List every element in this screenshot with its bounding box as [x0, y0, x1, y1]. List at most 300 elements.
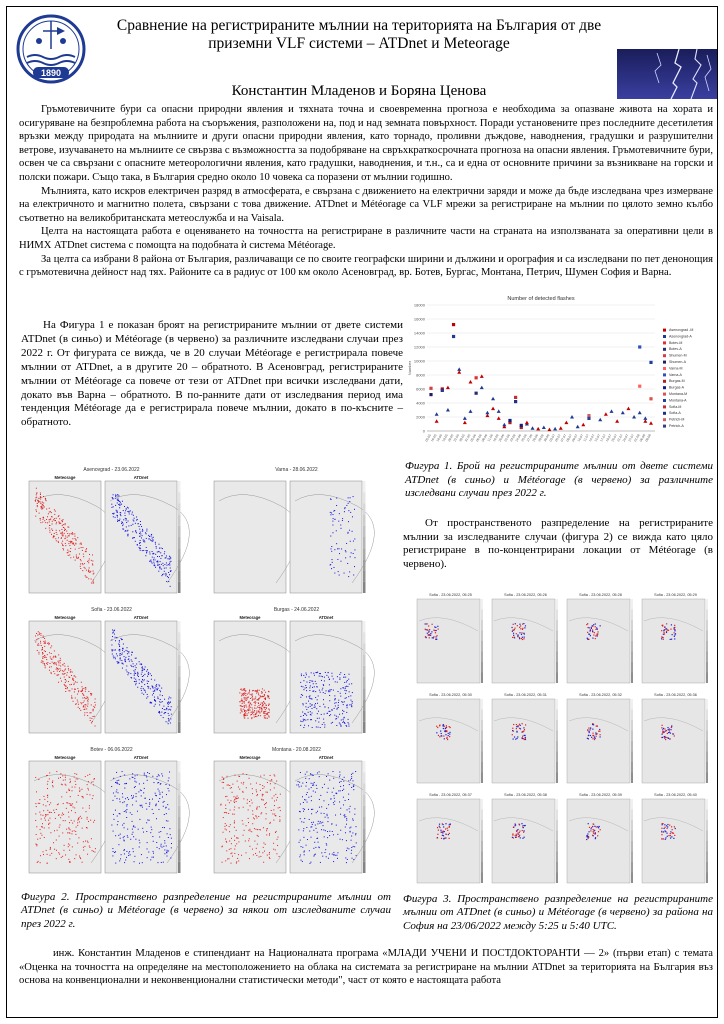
figure2-colorbar: [178, 621, 181, 632]
figure3-flash: [448, 834, 449, 835]
figure2-flash: [38, 861, 39, 862]
figure2-colorbar: [363, 761, 366, 772]
figure2-flash: [337, 548, 338, 549]
figure2-flash: [152, 799, 153, 800]
figure2-flash: [154, 706, 155, 707]
figure2-flash: [311, 796, 312, 797]
figure3-flash: [595, 832, 596, 833]
figure2-flash: [336, 530, 337, 531]
figure3-colorbar: [631, 752, 633, 763]
figure2-flash: [70, 803, 71, 804]
figure2-flash: [234, 802, 235, 803]
figure2-flash: [41, 818, 42, 819]
figure2-flash: [77, 688, 78, 689]
figure2-flash: [124, 836, 125, 837]
figure2-flash: [124, 853, 125, 854]
figure2-colorbar: [178, 722, 181, 733]
figure2-flash: [329, 700, 330, 701]
figure2-flash: [64, 685, 65, 686]
figure2-flash: [128, 799, 129, 800]
figure2-flash: [91, 838, 92, 839]
figure3-flash: [662, 625, 663, 626]
figure2-panel-title: Burgas - 24.06.2022: [273, 607, 320, 613]
figure2-flash: [67, 540, 68, 541]
figure3-flash: [519, 627, 520, 628]
figure2-flash: [59, 518, 60, 519]
figure2-flash: [224, 812, 225, 813]
figure2-flash: [118, 780, 119, 781]
figure2-flash: [158, 712, 159, 713]
figure2-flash: [68, 527, 69, 528]
figure2-flash: [129, 513, 130, 514]
figure3-flash: [516, 728, 517, 729]
figure2-flash: [247, 709, 248, 710]
legend-label: Burgas-A: [669, 385, 684, 390]
figure3-flash: [674, 835, 675, 836]
figure3-flash: [513, 635, 514, 636]
figure2-flash: [152, 809, 153, 810]
figure2-flash: [331, 673, 332, 674]
figure2-flash: [169, 709, 170, 710]
figure2-flash: [306, 696, 307, 697]
figure2-flash: [243, 807, 244, 808]
figure3-flash: [520, 625, 521, 626]
figure2-flash: [155, 704, 156, 705]
figure2-flash: [146, 552, 147, 553]
figure2-flash: [167, 576, 168, 577]
figure2-flash: [249, 702, 250, 703]
figure2-flash: [89, 847, 90, 848]
figure3-caption: Фигура 3. Пространствено разпределение на регистрираните мълнии от ATDnet (в синьо) и Météorage (в червено) за района на София на 23/06/2022 между 5:25 и 5:40 UTC.: [403, 893, 713, 932]
figure2-flash: [137, 673, 138, 674]
figure2-flash: [64, 530, 65, 531]
figure2-flash: [347, 680, 348, 681]
figure2-flash: [135, 673, 136, 674]
figure3-flash: [667, 737, 668, 738]
figure2-flash: [306, 827, 307, 828]
figure2-flash: [244, 715, 245, 716]
figure2-flash: [310, 714, 311, 715]
figure2-flash: [307, 792, 308, 793]
figure3-panel: [492, 593, 558, 683]
figure2-flash: [320, 727, 321, 728]
figure2-flash: [340, 726, 341, 727]
figure2-flash: [166, 852, 167, 853]
figure2-flash: [47, 662, 48, 663]
figure2-flash: [350, 779, 351, 780]
figure2-flash: [41, 508, 42, 509]
figure3-flash: [512, 631, 513, 632]
figure2-flash: [126, 812, 127, 813]
figure2-flash: [159, 701, 160, 702]
figure3-flash: [666, 825, 667, 826]
nimh-logo: [13, 13, 93, 85]
figure2-flash: [241, 855, 242, 856]
figure2-flash: [232, 792, 233, 793]
figure2-flash: [133, 519, 134, 520]
figure2-flash: [166, 565, 167, 566]
figure3-colorbar: [556, 820, 558, 831]
figure2-flash: [303, 811, 304, 812]
figure2-flash: [245, 693, 246, 694]
figure2-flash: [119, 507, 120, 508]
figure3-flash: [597, 835, 598, 836]
figure2-flash: [323, 800, 324, 801]
figure2-flash: [349, 571, 350, 572]
figure3-flash: [673, 833, 674, 834]
figure2-flash: [351, 836, 352, 837]
figure2-flash: [305, 778, 306, 779]
figure2-flash: [129, 511, 130, 512]
figure2-flash: [223, 788, 224, 789]
figure2-flash: [143, 694, 144, 695]
figure2-flash: [88, 571, 89, 572]
figure3-colorbar: [706, 799, 708, 810]
figure2-flash: [331, 548, 332, 549]
figure2-flash: [86, 827, 87, 828]
figure3-flash: [668, 732, 669, 733]
figure3-flash: [666, 623, 667, 624]
figure2-flash: [49, 667, 50, 668]
figure2-flash: [62, 532, 63, 533]
figure2-flash: [166, 721, 167, 722]
figure2-flash: [301, 675, 302, 676]
figure2-flash: [317, 713, 318, 714]
figure3-flash: [525, 739, 526, 740]
figure2-colorbar: [178, 851, 181, 862]
figure2-flash: [119, 799, 120, 800]
figure2-flash: [336, 498, 337, 499]
figure2-flash: [74, 683, 75, 684]
x-tick-label: 27.07: [627, 433, 635, 443]
figure2-flash: [340, 839, 341, 840]
figure2-flash: [336, 725, 337, 726]
figure2-flash: [268, 708, 269, 709]
figure2-flash: [319, 690, 320, 691]
figure3-flash: [663, 831, 664, 832]
figure2-flash: [71, 820, 72, 821]
figure2-flash: [153, 537, 154, 538]
figure3-flash: [589, 731, 590, 732]
figure2-flash: [245, 695, 246, 696]
figure2-flash: [124, 506, 125, 507]
figure3-flash: [670, 639, 671, 640]
figure3-flash: [523, 727, 524, 728]
figure2-flash: [315, 681, 316, 682]
figure2-flash: [66, 681, 67, 682]
x-tick-label: 24.06: [514, 433, 523, 443]
figure2-flash: [117, 783, 118, 784]
figure3-map: [492, 799, 555, 883]
figure2-flash: [343, 677, 344, 678]
figure3-flash: [525, 737, 526, 738]
figure3-flash: [523, 825, 524, 826]
figure2-colorbar: [363, 699, 366, 710]
figure2-colorbar: [363, 828, 366, 839]
figure2-flash: [142, 682, 143, 683]
legend-label: Petrich-M: [669, 417, 685, 422]
figure2-flash: [319, 823, 320, 824]
figure2-flash: [125, 510, 126, 511]
figure3-colorbar: [556, 662, 558, 673]
figure2-flash: [330, 498, 331, 499]
figure2-flash: [93, 583, 94, 584]
figure2-flash: [139, 819, 140, 820]
figure2-flash: [345, 688, 346, 689]
figure3-colorbar: [631, 673, 633, 684]
figure3-flash: [674, 735, 675, 736]
figure2-flash: [142, 807, 143, 808]
figure2-flash: [142, 862, 143, 863]
figure2-flash: [157, 696, 158, 697]
figure2-flash: [85, 776, 86, 777]
figure2-flash: [74, 776, 75, 777]
figure3-flash: [522, 738, 523, 739]
figure2-flash: [74, 807, 75, 808]
figure2-flash: [316, 726, 317, 727]
figure2-flash: [339, 575, 340, 576]
figure2-flash: [38, 652, 39, 653]
figure2-flash: [120, 502, 121, 503]
figure2-flash: [137, 675, 138, 676]
figure2-flash: [344, 722, 345, 723]
figure2-flash: [35, 641, 36, 642]
figure2-flash: [331, 709, 332, 710]
figure2-flash: [265, 699, 266, 700]
x-tick-label: 16.05: [430, 433, 438, 443]
figure2-flash: [132, 834, 133, 835]
figure2-flash: [38, 500, 39, 501]
figure2-flash: [119, 646, 120, 647]
figure2-flash: [253, 714, 254, 715]
figure3-flash: [664, 827, 665, 828]
figure2-flash: [149, 820, 150, 821]
figure2-colorbar: [178, 503, 181, 514]
figure2-flash: [244, 690, 245, 691]
figure2-flash: [125, 859, 126, 860]
figure2-flash: [42, 507, 43, 508]
figure2-flash: [36, 844, 37, 845]
figure2-flash: [58, 542, 59, 543]
figure2-flash: [164, 801, 165, 802]
figure2-flash: [56, 664, 57, 665]
figure2-flash: [248, 840, 249, 841]
figure2-flash: [166, 820, 167, 821]
figure2-flash: [115, 835, 116, 836]
figure2-flash: [244, 697, 245, 698]
figure2-flash: [234, 827, 235, 828]
figure2-flash: [84, 715, 85, 716]
figure2-flash: [323, 684, 324, 685]
figure2-flash: [90, 820, 91, 821]
data-point: [587, 414, 590, 417]
figure2-flash: [79, 791, 80, 792]
figure2-flash: [220, 805, 221, 806]
figure2-flash: [255, 697, 256, 698]
legend-label: Shumen-A: [669, 360, 686, 364]
figure2-flash: [135, 684, 136, 685]
figure2-flash: [252, 802, 253, 803]
figure2-flash: [85, 551, 86, 552]
figure2-flash: [348, 503, 349, 504]
figure2-flash: [63, 850, 64, 851]
figure2-flash: [55, 511, 56, 512]
figure3-colorbar: [631, 599, 633, 610]
figure2-flash: [327, 821, 328, 822]
figure2-flash: [140, 532, 141, 533]
figure2-flash: [127, 647, 128, 648]
figure2-flash: [58, 852, 59, 853]
figure2-flash: [136, 796, 137, 797]
figure2-flash: [351, 552, 352, 553]
x-tick-label: 08.08: [644, 433, 652, 443]
figure2-flash: [276, 831, 277, 832]
figure2-flash: [313, 856, 314, 857]
figure2-flash: [87, 706, 88, 707]
figure2-flash: [275, 815, 276, 816]
figure3-colorbar: [706, 752, 708, 763]
figure2-flash: [124, 656, 125, 657]
figure2-flash: [303, 704, 304, 705]
figure2-flash: [169, 558, 170, 559]
figure2-flash: [167, 851, 168, 852]
figure2-flash: [334, 804, 335, 805]
figure2-flash: [306, 682, 307, 683]
figure2-flash: [248, 718, 249, 719]
figure2-flash: [339, 722, 340, 723]
figure3-flash: [595, 623, 596, 624]
figure2-flash: [142, 693, 143, 694]
legend-label: Petrich-A: [669, 424, 684, 428]
figure2-flash: [60, 658, 61, 659]
figure2-flash: [83, 797, 84, 798]
figure3-flash: [668, 835, 669, 836]
figure2-flash: [133, 520, 134, 521]
figure2-flash: [80, 543, 81, 544]
poster-frame: [6, 6, 718, 1018]
figure3-flash: [670, 837, 671, 838]
figure2-flash: [313, 830, 314, 831]
figure2-flash: [47, 810, 48, 811]
figure2-flash: [74, 545, 75, 546]
data-point: [441, 389, 444, 392]
figure2-flash: [229, 841, 230, 842]
figure2-flash: [57, 830, 58, 831]
figure2-flash: [336, 825, 337, 826]
figure2-flash: [166, 813, 167, 814]
figure2-flash: [260, 704, 261, 705]
figure2-flash: [139, 683, 140, 684]
figure2-flash: [40, 862, 41, 863]
figure2-flash: [92, 560, 93, 561]
figure2-flash: [68, 681, 69, 682]
figure3-flash: [446, 725, 447, 726]
figure2-flash: [249, 701, 250, 702]
figure2-flash: [160, 699, 161, 700]
figure2-flash: [115, 649, 116, 650]
figure2-flash: [142, 531, 143, 532]
figure2-flash: [115, 810, 116, 811]
figure2-flash: [82, 697, 83, 698]
figure3-flash: [446, 730, 447, 731]
figure3-flash: [674, 625, 675, 626]
figure2-flash: [339, 774, 340, 775]
figure2-flash: [347, 722, 348, 723]
figure2-flash: [159, 711, 160, 712]
figure2-flash: [44, 657, 45, 658]
figure2-flash: [243, 694, 244, 695]
figure3-flash: [512, 835, 513, 836]
figure2-flash: [77, 558, 78, 559]
figure2-flash: [343, 789, 344, 790]
figure2-flash: [48, 513, 49, 514]
figure2-flash: [342, 687, 343, 688]
figure2-flash: [149, 536, 150, 537]
figure2-flash: [48, 644, 49, 645]
figure2-flash: [329, 684, 330, 685]
figure2-flash: [76, 774, 77, 775]
figure2-flash: [166, 567, 167, 568]
figure2-flash: [314, 675, 315, 676]
figure2-flash: [242, 791, 243, 792]
figure3-flash: [592, 733, 593, 734]
legend-label: Shumen-M: [669, 353, 687, 358]
figure2-discussion: [403, 517, 713, 571]
figure2-flash: [150, 832, 151, 833]
figure2-flash: [275, 832, 276, 833]
figure2-flash: [149, 804, 150, 805]
figure2-flash: [139, 840, 140, 841]
figure2-flash: [256, 690, 257, 691]
figure2-flash: [88, 821, 89, 822]
figure2-flash: [75, 676, 76, 677]
figure2-flash: [348, 510, 349, 511]
figure2-flash: [299, 786, 300, 787]
figure2-flash: [85, 568, 86, 569]
figure2-flash: [263, 842, 264, 843]
figure2-flash: [43, 796, 44, 797]
figure2-flash: [121, 663, 122, 664]
figure2-flash: [50, 518, 51, 519]
figure2-flash: [126, 666, 127, 667]
figure2-flash: [37, 862, 38, 863]
figure2-flash: [95, 848, 96, 849]
figure2-flash: [154, 557, 155, 558]
figure2-flash: [164, 849, 165, 850]
figure3-flash: [447, 739, 448, 740]
figure2-flash: [62, 673, 63, 674]
figure3-flash: [588, 738, 589, 739]
figure2-flash: [148, 852, 149, 853]
figure2-flash: [70, 548, 71, 549]
figure2-flash: [72, 823, 73, 824]
figure2-flash: [332, 532, 333, 533]
figure2-flash: [222, 782, 223, 783]
figure3-flash: [588, 838, 589, 839]
figure2-flash: [64, 684, 65, 685]
figure2-flash: [37, 635, 38, 636]
figure2-flash: [133, 666, 134, 667]
figure2-flash: [113, 630, 114, 631]
figure2-flash: [232, 814, 233, 815]
figure2-flash: [326, 843, 327, 844]
figure2-flash: [59, 671, 60, 672]
figure2-flash: [256, 809, 257, 810]
figure2-flash: [332, 524, 333, 525]
figure2-flash: [346, 686, 347, 687]
figure2-flash: [268, 705, 269, 706]
figure3-flash: [589, 827, 590, 828]
